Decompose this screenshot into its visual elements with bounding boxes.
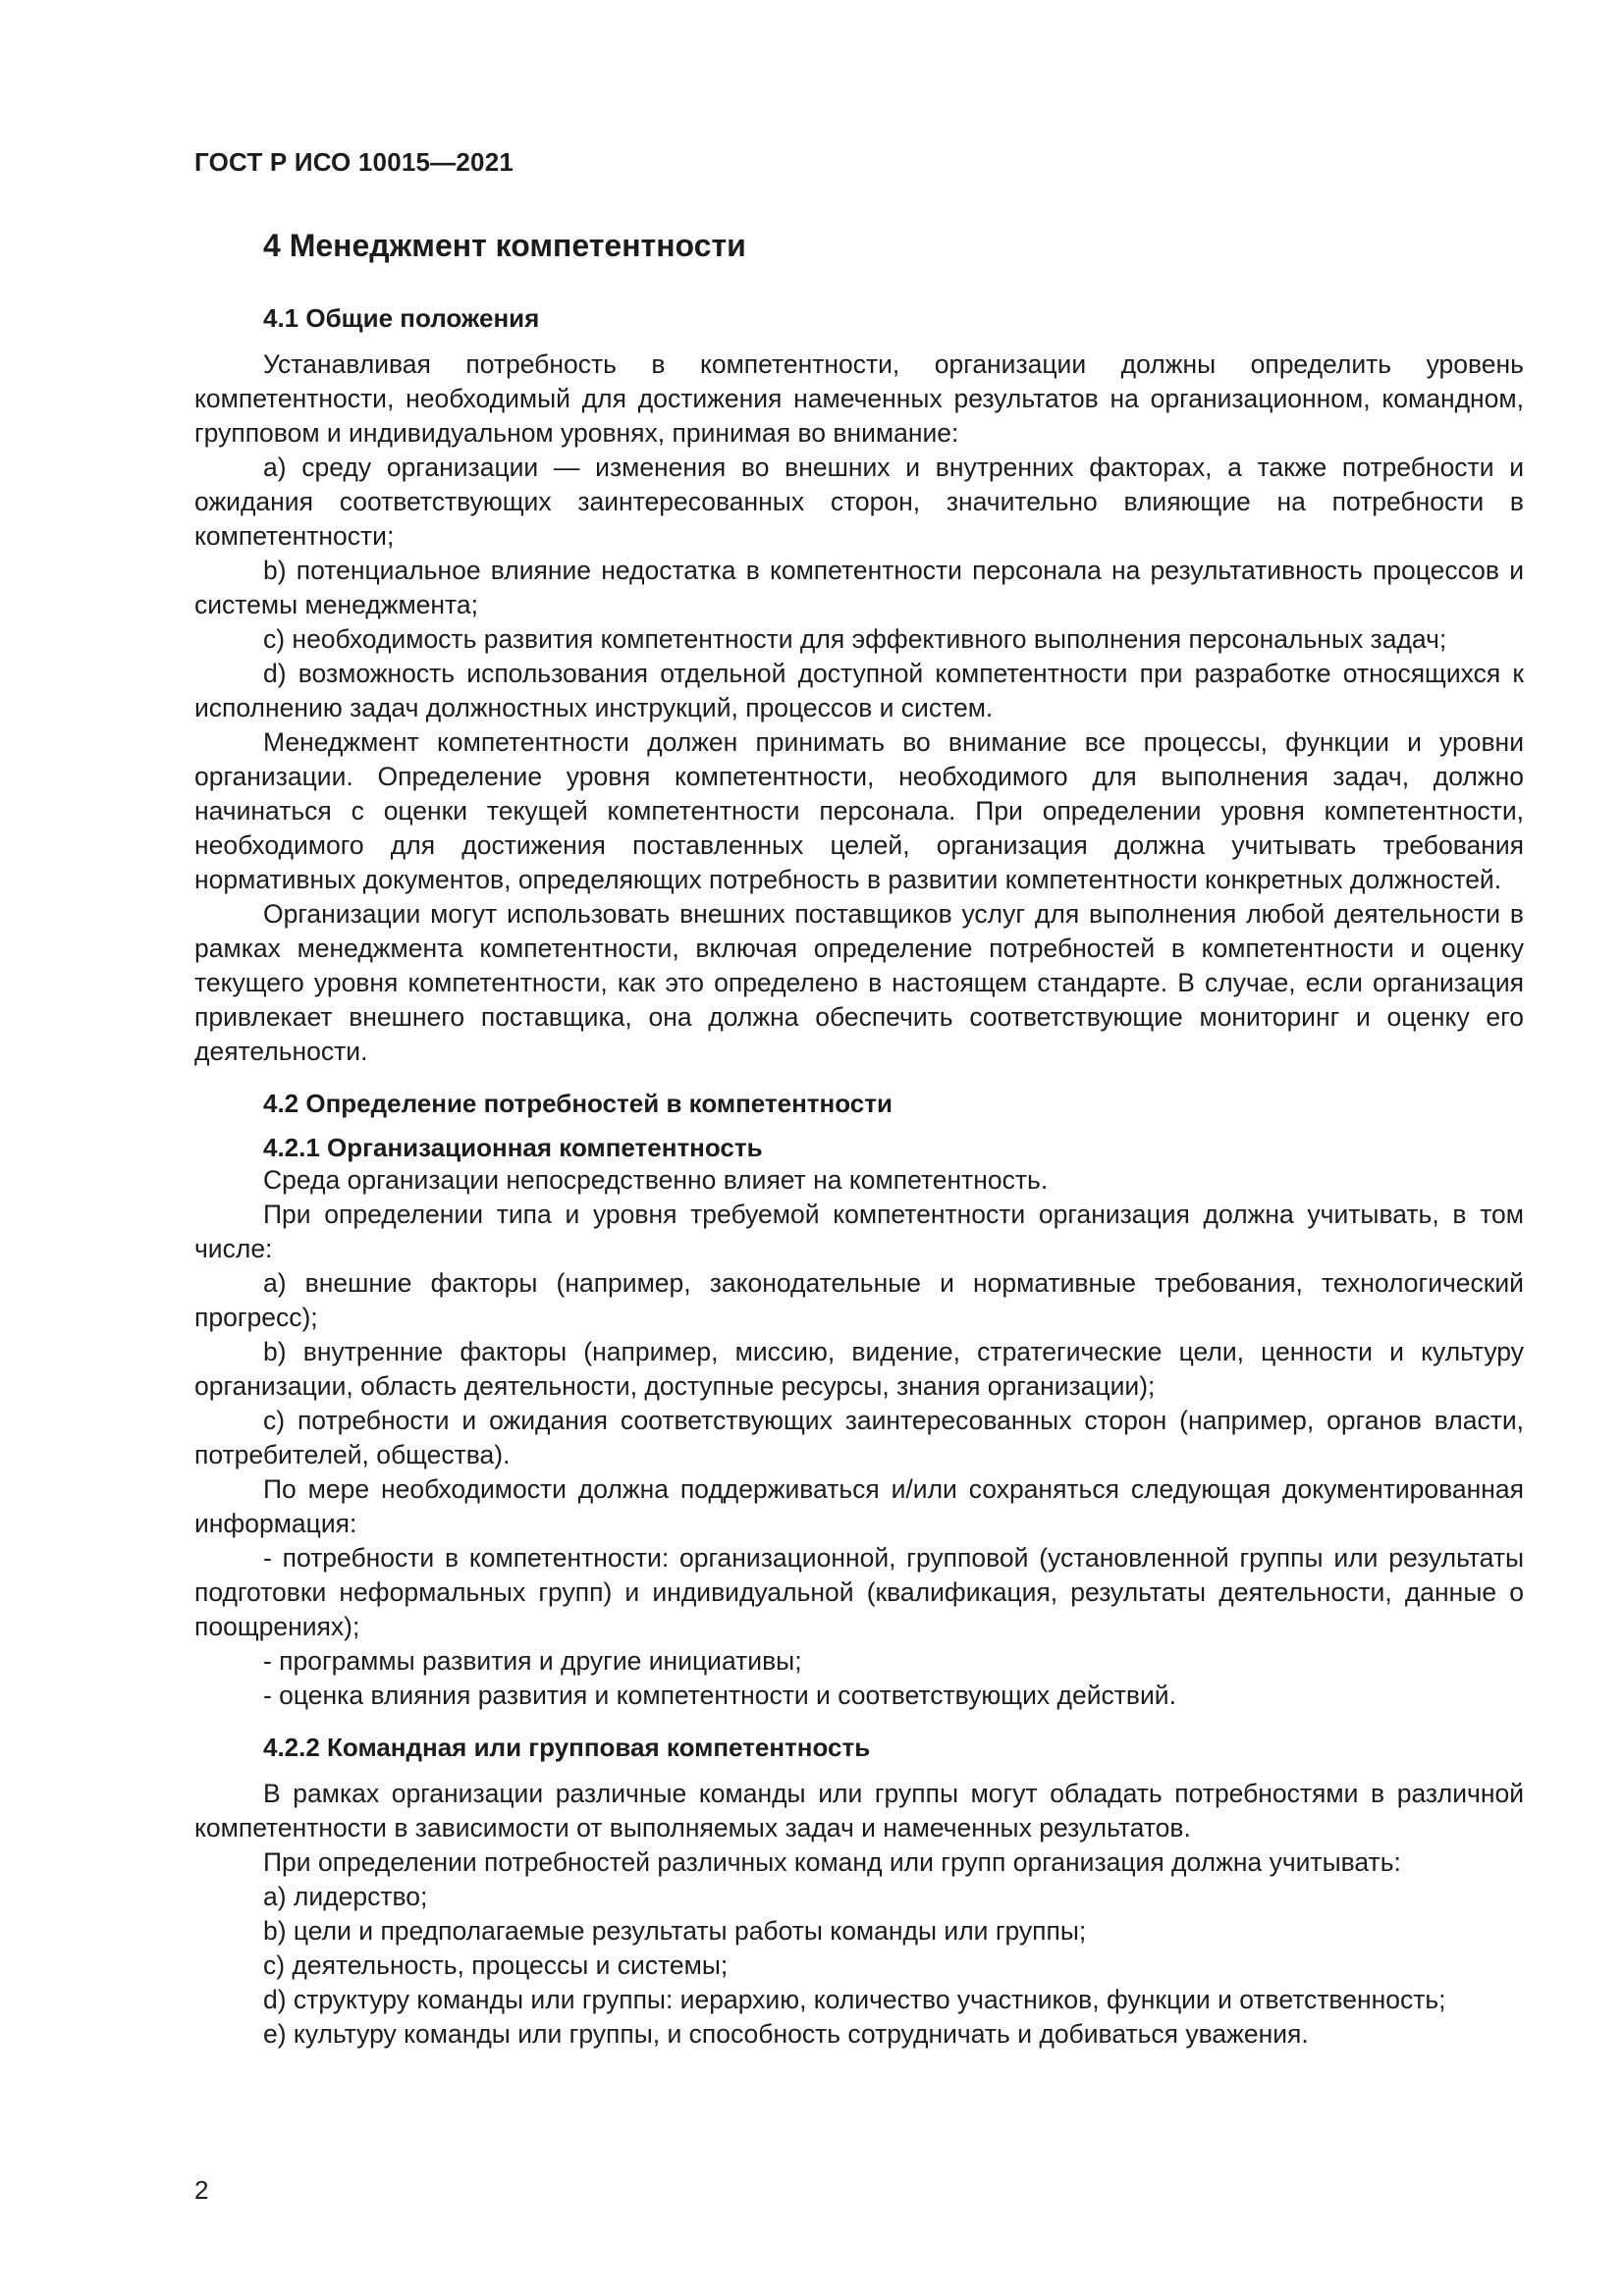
list-item: b) внутренние факторы (например, миссию, видение, стратегические цели, ценности и культуру организации, область деятельности, доступные ресурсы, знания организации);: [194, 1337, 1524, 1401]
list-item: d) возможность использования отдельной доступной компетентности при разработке относящихся к исполнению задач должностных инструкций, процессов и систем.: [194, 659, 1524, 722]
list-item: с) потребности и ожидания соответствующих заинтересованных сторон (например, органов власти, потребителей, общества).: [194, 1406, 1524, 1469]
list-item: b) цели и предполагаемые результаты работы команды или группы;: [263, 1916, 1087, 1946]
list-item: с) необходимость развития компетентности для эффективного выполнения персональных задач;: [263, 624, 1447, 654]
list-item: е) культуру команды или группы, и способность сотрудничать и добиваться уважения.: [263, 2019, 1309, 2049]
section-4-2-2-title: 4.2.2 Командная или групповая компетентность: [263, 1733, 871, 1762]
section-4-2-2-paragraph: При определении потребностей различных команд или групп организация должна учитывать:: [263, 1847, 1401, 1877]
section-4-1-title: 4.1 Общие положения: [263, 303, 540, 333]
dash-list-item: - программы развития и другие инициативы;: [263, 1646, 802, 1676]
list-item: а) среду организации — изменения во внешних и внутренних факторах, а также потребности и ожидания соответствующих заинтересованных сторон, значительно влияющие на потребности в компетентности;: [194, 453, 1524, 551]
list-item: с) деятельность, процессы и системы;: [263, 1950, 729, 1980]
list-item: а) внешние факторы (например, законодательные и нормативные требования, технологический прогресс);: [194, 1268, 1524, 1332]
list-item: b) потенциальное влияние недостатка в компетентности персонала на результативность процессов и системы менеджмента;: [194, 556, 1524, 619]
section-4-1-paragraph: Организации могут использовать внешних поставщиков услуг для выполнения любой деятельности в рамках менеджмента компетентности, включая определение потребностей в компетентности и оценку текущего уровня компетентности, как это определено в настоящем стандарте. В случае, если организация привлекает внешнего поставщика, она должна обеспечить соответствующие мониторинг и оценку его деятельности.: [194, 899, 1524, 1066]
section-4-1-paragraph: Менеджмент компетентности должен принимать во внимание все процессы, функции и уровни организации. Определение уровня компетентности, необходимого для выполнения задач, должно начинаться с оценки текущей компетентности персонала. При определении уровня компетентности, необходимого для достижения поставленных целей, организация должна учитывать требования нормативных документов, определяющих потребность в развитии компетентности конкретных должностей.: [194, 727, 1524, 894]
section-4-2-1-paragraph: При определении типа и уровня требуемой компетентности организация должна учитывать, в том числе:: [194, 1200, 1524, 1263]
section-4-title: 4 Менеджмент компетентности: [263, 228, 746, 263]
document-body: [194, 228, 1524, 2052]
section-4-2-1-paragraph: По мере необходимости должна поддерживаться и/или сохраняться следующая документированная информация:: [194, 1474, 1524, 1538]
dash-list-item: - оценка влияния развития и компетентности и соответствующих действий.: [263, 1681, 1176, 1710]
dash-list-item: - потребности в компетентности: организационной, групповой (установленной группы или результаты подготовки неформальных групп) и индивидуальной (квалификация, результаты деятельности, данные о поощрениях);: [194, 1543, 1524, 1641]
list-item: а) лидерство;: [263, 1882, 428, 1911]
page-number: 2: [194, 2175, 209, 2205]
section-4-1-intro: Устанавливая потребность в компетентности, организации должны определить уровень компетентности, необходимый для достижения намеченных результатов на организационном, командном, групповом и индивидуальном уровнях, принимая во внимание:: [194, 349, 1524, 448]
standard-header: ГОСТ Р ИСО 10015—2021: [194, 147, 514, 177]
section-4-2-2-paragraph: В рамках организации различные команды или группы могут обладать потребностями в различной компетентности в зависимости от выполняемых задач и намеченных результатов.: [194, 1779, 1524, 1842]
section-4-2-title: 4.2 Определение потребностей в компетентности: [263, 1089, 893, 1118]
list-item: d) структуру команды или группы: иерархию, количество участников, функции и ответственность;: [263, 1985, 1446, 2014]
section-4-2-1-title: 4.2.1 Организационная компетентность: [263, 1133, 763, 1162]
section-4-2-1-paragraph: Среда организации непосредственно влияет на компетентность.: [263, 1165, 1049, 1195]
